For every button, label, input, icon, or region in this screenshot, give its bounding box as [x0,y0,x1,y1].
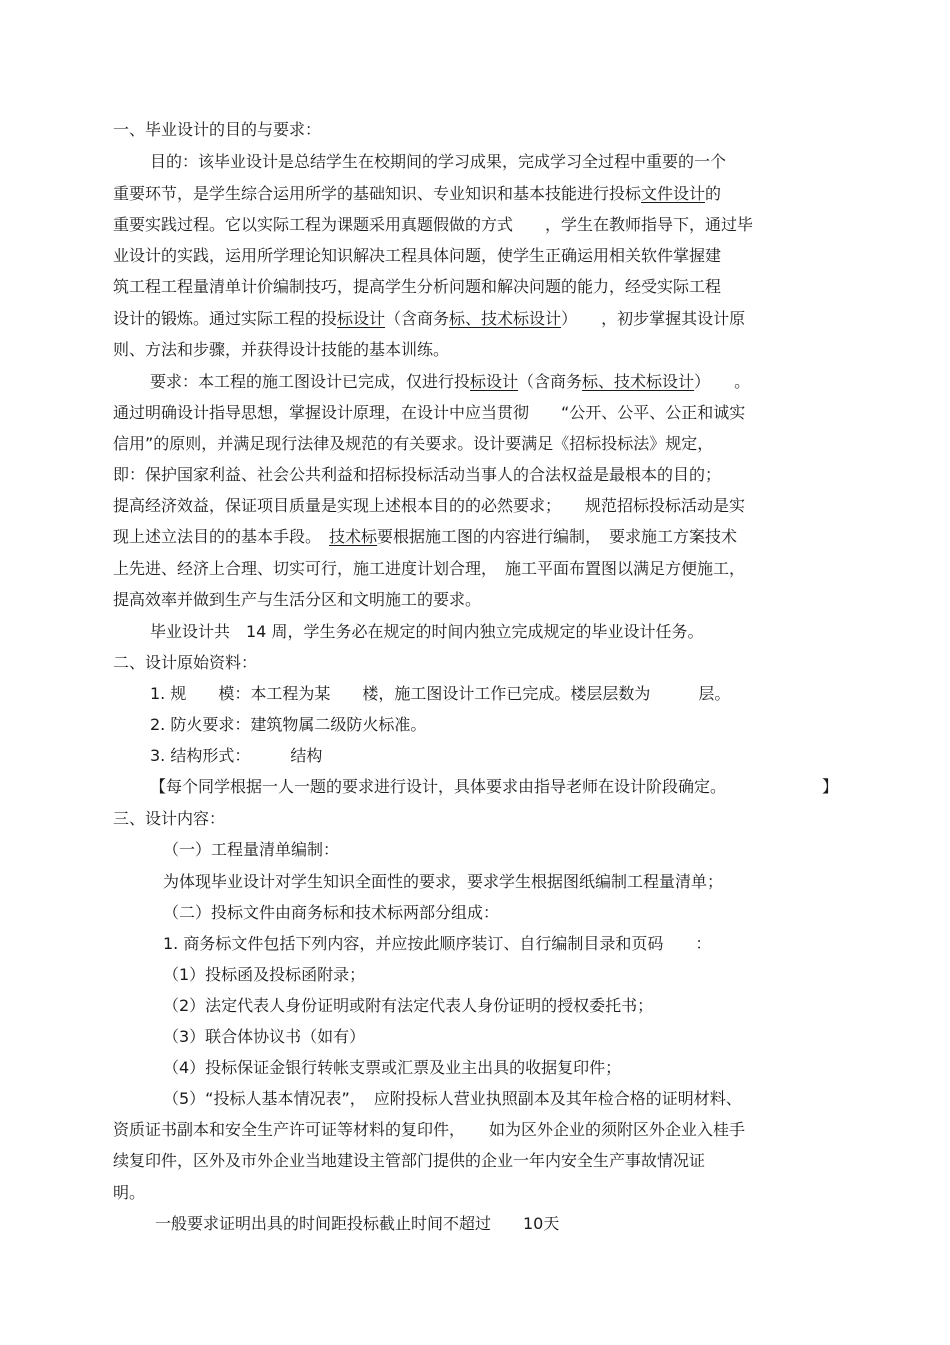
purpose-line-4: 业设计的实践，运用所学理论知识解决工程具体问题，使学生正确运用相关软件掌握建 [113,246,722,265]
requirements-line-1: 要求：本工程的施工图设计已完成，仅进行投标设计（含商务标、技术标设计） 。 [150,372,751,391]
purpose-line-1: 目的：该毕业设计是总结学生在校期间的学习成果，完成学习全过程中重要的一个 [150,152,727,171]
business-bid-item-5-line-2: 资质证书副本和安全生产许可证等材料的复印件， 如为区外企业的须附区外企业入桂手 [113,1120,746,1139]
business-bid-item-2: （2）法定代表人身份证明或附有法定代表人身份证明的授权委托书； [163,996,654,1015]
business-bid-intro: 1. 商务标文件包括下列内容，并应按此顺序装订、自行编制目录和页码 ： [163,934,712,953]
requirements-line-9: 毕业设计共 14 周，学生务必在规定的时间内独立完成规定的毕业设计任务。 [150,622,704,641]
requirements-line-7: 上先进、经济上合理、切实可行，施工进度计划合理， 施工平面布置图以满足方便施工， [113,559,746,578]
purpose-line-6: 设计的锻炼。通过实际工程的投标设计（含商务标、技术标设计） ，初步掌握其设计原 [113,309,746,328]
original-data-item-2: 2. 防火要求：建筑物属二级防火标准。 [150,715,427,734]
content-sub-1-text: 为体现毕业设计对学生知识全面性的要求，要求学生根据图纸编制工程量清单； [163,872,724,891]
requirements-line-6: 现上述立法目的的基本手段。 技术标要根据施工图的内容进行编制， 要求施工方案技术 [113,527,738,546]
requirements-line-8: 提高效率并做到生产与生活分区和文明施工的要求。 [113,590,482,609]
requirements-line-5: 提高经济效益，保证项目质量是实现上述根本目的的必然要求； 规范招标投标活动是实 [113,496,746,515]
original-data-item-3: 3. 结构形式： 结构 [150,746,323,765]
purpose-line-3: 重要实践过程。它以实际工程为课题采用真题假做的方式 ，学生在教师指导下，通过毕 [113,215,754,234]
original-data-item-1: 1. 规 模：本工程为某 楼，施工图设计工作已完成。楼层层数为 层。 [150,684,731,703]
business-bid-item-5-line-3: 续复印件，区外及市外企业当地建设主管部门提供的企业一年内安全生产事故情况证 [113,1151,706,1170]
section-2-heading: 二、设计原始资料： [113,653,258,672]
requirements-line-4: 即：保护国家利益、社会公共利益和招标投标活动当事人的合法权益是最根本的目的； [113,465,722,484]
content-sub-1: （一）工程量清单编制： [163,840,340,859]
requirements-line-3: 信用”的原则，并满足现行法律及规范的有关要求。设计要满足《招标投标法》规定， [113,434,714,453]
business-bid-item-1: （1）投标函及投标函附录； [163,965,366,984]
original-data-note: 【每个同学根据一人一题的要求进行设计，具体要求由指导老师在设计阶段确定。 [150,777,727,796]
purpose-line-5: 筑工程工程量清单计价编制技巧，提高学生分析问题和解决问题的能力，经受实际工程 [113,277,722,296]
business-bid-item-3: （3）联合体协议书（如有） [163,1027,366,1046]
requirements-line-2: 通过明确设计指导思想，掌握设计原理，在设计中应当贯彻 “公开、公平、公正和诚实 [113,403,746,422]
original-data-note-bracket: 】 [822,777,839,796]
section-3-heading: 三、设计内容： [113,809,226,828]
purpose-line-7: 则、方法和步骤，并获得设计技能的基本训练。 [113,340,450,359]
business-bid-item-4: （4）投标保证金银行转帐支票或汇票及业主出具的收据复印件； [163,1058,622,1077]
purpose-line-2: 重要环节，是学生综合运用所学的基础知识、专业知识和基本技能进行投标文件设计的 [113,184,722,203]
business-bid-item-5: （5）“投标人基本情况表”， 应附投标人营业执照副本及其年检合格的证明材料、 [163,1089,742,1108]
certificate-time-note: 一般要求证明出具的时间距投标截止时间不超过 10天 [155,1214,560,1233]
business-bid-item-5-line-4: 明。 [113,1183,146,1202]
content-sub-2: （二）投标文件由商务标和技术标两部分组成： [163,903,500,922]
section-1-heading: 一、毕业设计的目的与要求： [113,120,322,139]
